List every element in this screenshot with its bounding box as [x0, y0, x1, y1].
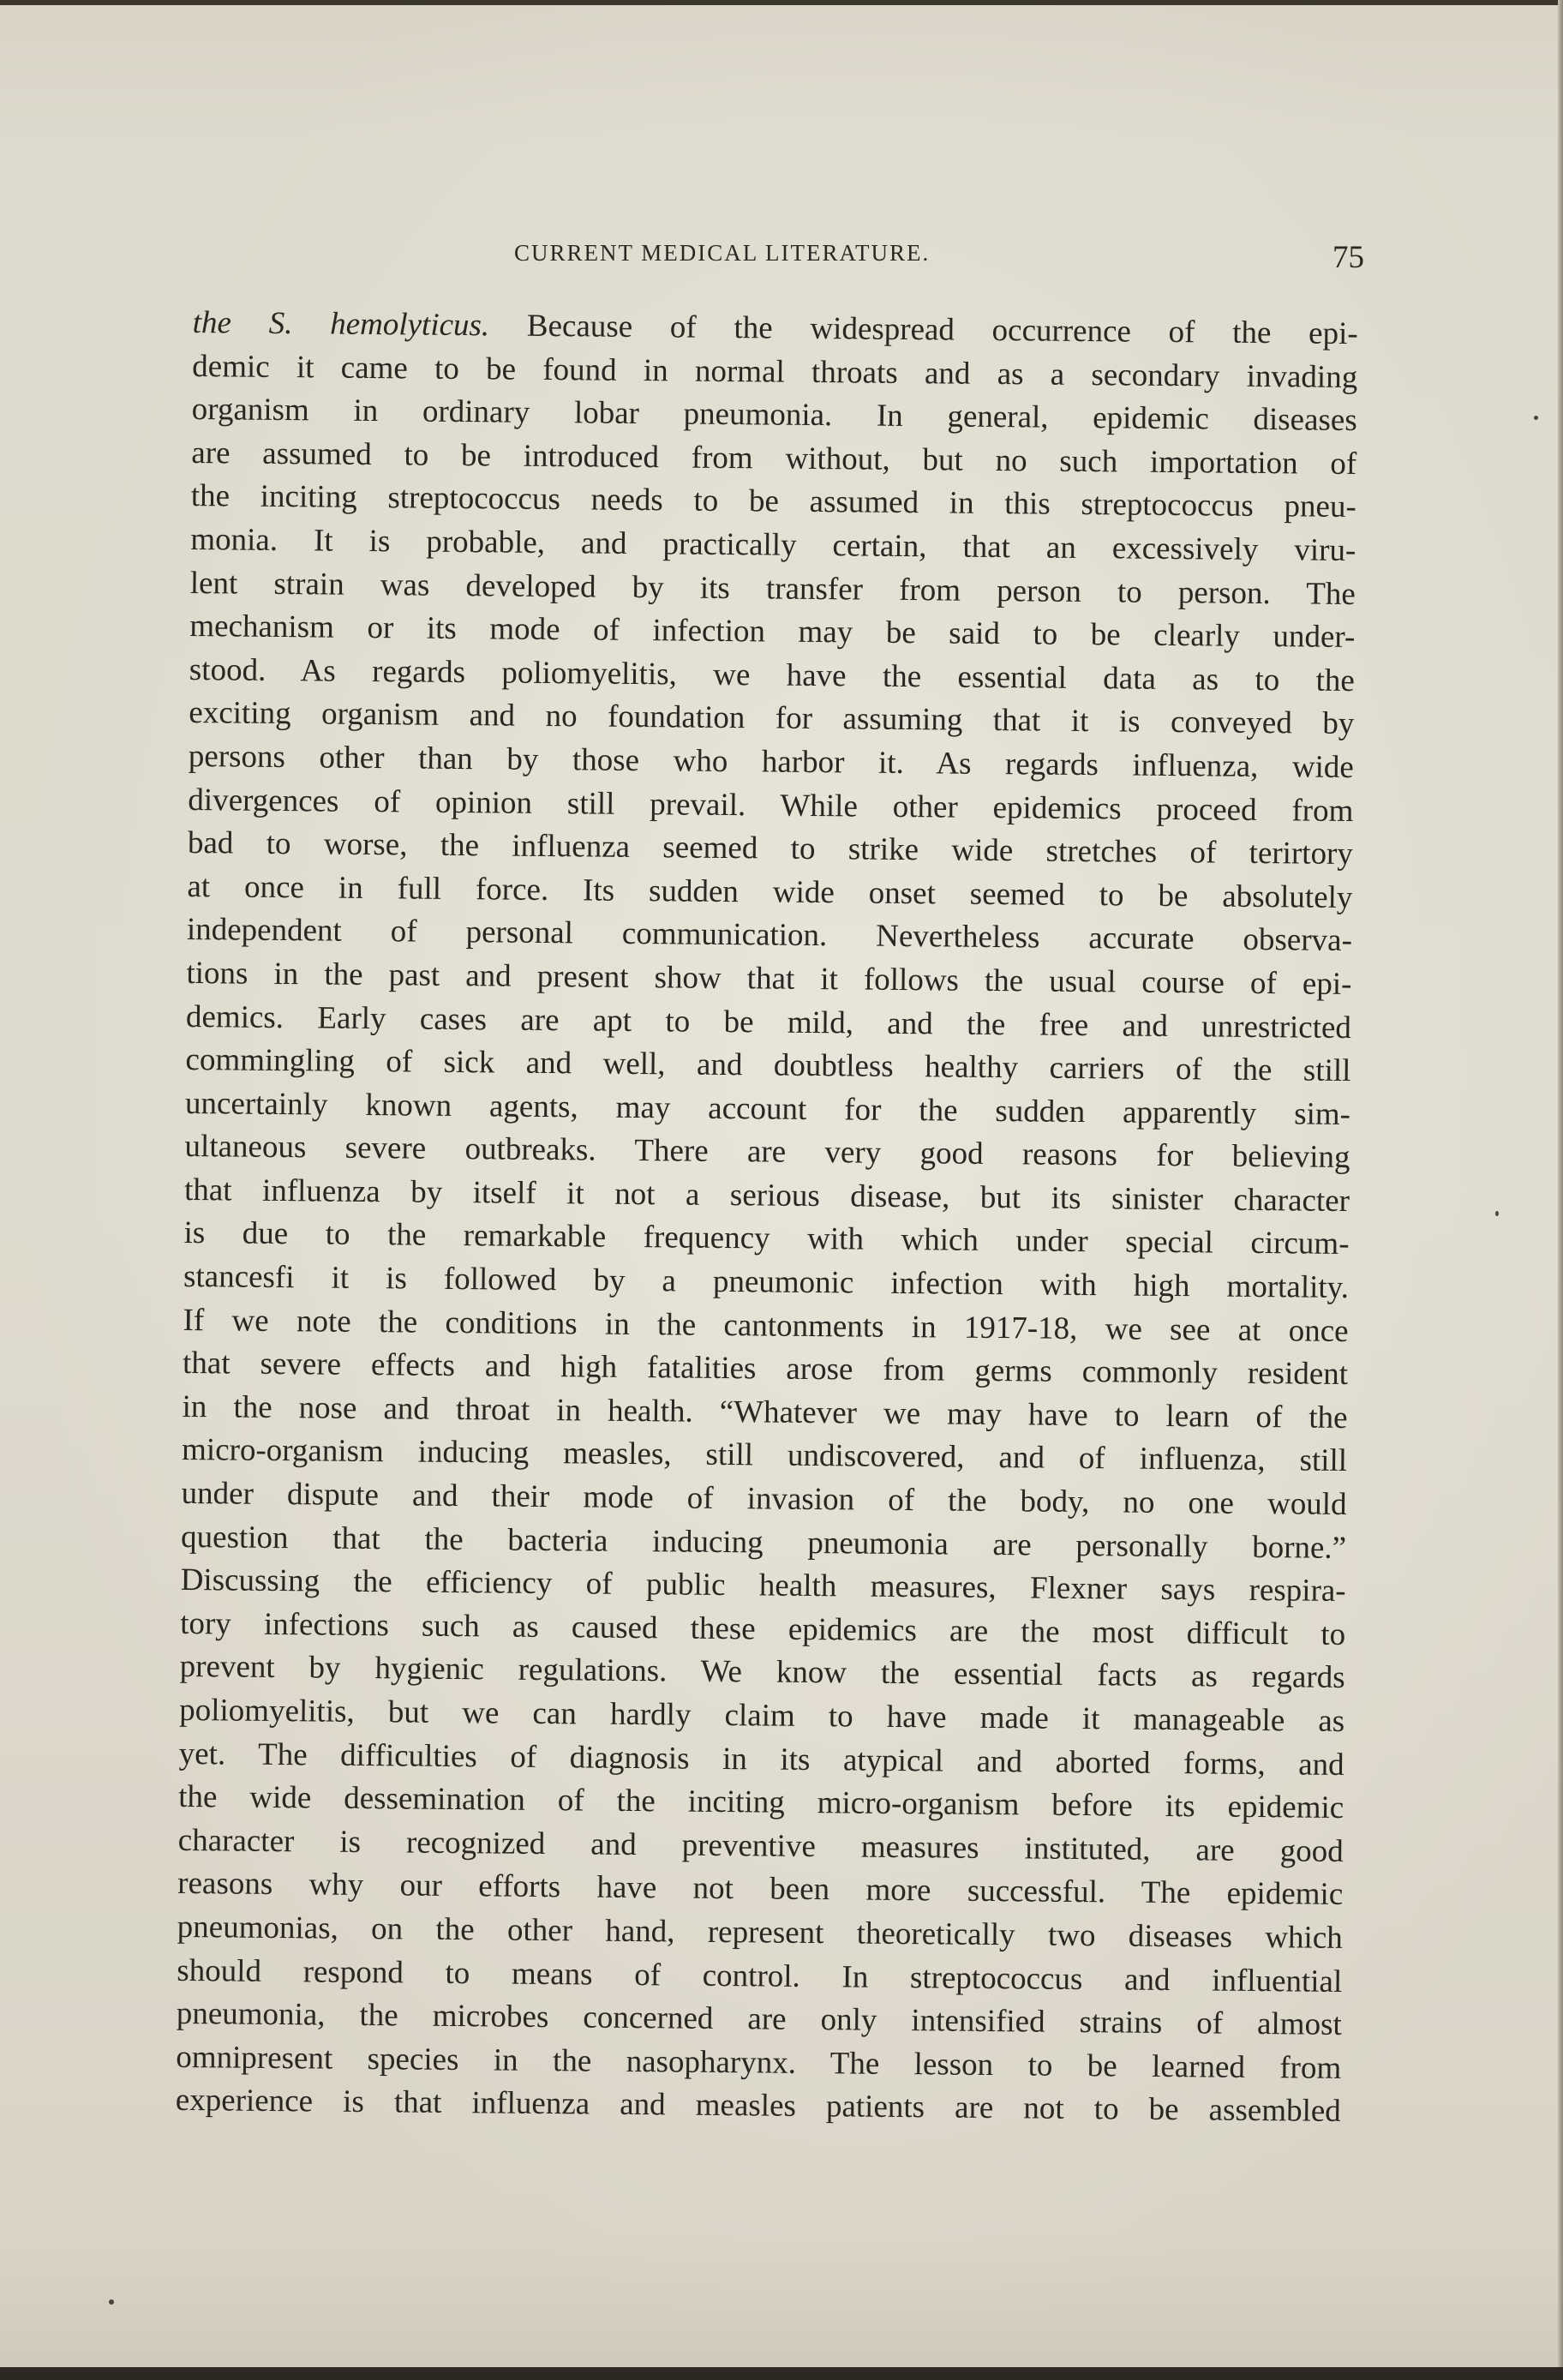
- text-line: lent strain was developed by its transfer from person to person. The: [189, 565, 1356, 612]
- text-line: tions in the past and present show that it follows the usual course of epi-: [186, 955, 1352, 1002]
- text-line: stood. As regards poliomyelitis, we have the essential data as to the: [189, 651, 1356, 698]
- text-line: tory infections such as caused these epidemics are the most difficult to: [179, 1605, 1346, 1652]
- text-line: ultaneous severe outbreaks. There are very good reasons for believing: [184, 1129, 1350, 1176]
- text-line: that influenza by itself it not a serious disease, but its sinister character: [183, 1172, 1350, 1219]
- text-line: demic it came to be found in normal throats and as a secondary invading: [192, 348, 1358, 395]
- page-bottom-shadow: [0, 2367, 1563, 2380]
- text-line: monia. It is probable, and practically certain, that an excessively viru-: [190, 521, 1356, 569]
- text-line: stancesfi it is followed by a pneumonic infection with high mortality.: [183, 1259, 1350, 1306]
- species-name-italic: the S. hemolyticus.: [192, 304, 490, 344]
- text-line: bad to worse, the influenza seemed to strike wide stretches of terirtory: [187, 825, 1354, 872]
- text-line: mechanism or its mode of infection may be said to be clearly under-: [189, 608, 1356, 656]
- text-line: independent of personal communication. Nevertheless accurate observa-: [186, 912, 1353, 959]
- text-line: reasons why our efforts have not been more successful. The epidemic: [177, 1866, 1344, 1913]
- text-line: in the nose and throat in health. “Whatever we may have to learn of the: [182, 1388, 1348, 1436]
- paper-speck: [1534, 416, 1538, 420]
- text-line: character is recognized and preventive measures instituted, are good: [177, 1822, 1344, 1869]
- text-line: should respond to means of control. In streptococcus and influential: [177, 1952, 1343, 1999]
- text-line: the inciting streptococcus needs to be assumed in this streptococcus pneu-: [190, 478, 1356, 525]
- text-line: that severe effects and high fatalities arose from germs commonly resident: [182, 1346, 1349, 1393]
- text-line: demics. Early cases are apt to be mild, and the free and unrestricted: [185, 998, 1352, 1046]
- body-text: [176, 302, 1358, 2134]
- text-line: question that the bacteria inducing pneumonia are personally borne.”: [180, 1519, 1347, 1566]
- text-line: pneumonias, on the other hand, represent theoretically two diseases which: [177, 1909, 1343, 1956]
- text-line: Discussing the efficiency of public health measures, Flexner says respira-: [180, 1562, 1346, 1610]
- text-line: under dispute and their mode of invasion of the body, no one would: [181, 1475, 1347, 1523]
- text-line: commingling of sick and well, and doubtless healthy carriers of the still: [185, 1042, 1351, 1089]
- text-line: exciting organism and no foundation for assuming that it is conveyed by: [189, 695, 1355, 742]
- text-line: divergences of opinion still prevail. While other epidemics proceed from: [188, 782, 1354, 829]
- page-top-shadow: [0, 0, 1563, 5]
- text-line: micro-organism inducing measles, still undiscovered, and of influenza, still: [181, 1432, 1348, 1479]
- text-line: is due to the remarkable frequency with which under special circum-: [183, 1215, 1350, 1262]
- text-line: organism in ordinary lobar pneumonia. In general, epidemic diseases: [191, 392, 1357, 439]
- running-head: CURRENT MEDICAL LITERATURE.: [514, 240, 931, 266]
- paper-speck: [109, 2299, 114, 2305]
- text-line: the wide dessemination of the inciting micro-organism before its epidemic: [178, 1779, 1344, 1826]
- text-line-remainder: Because of the widespread occurrence of the epi-: [488, 308, 1358, 352]
- text-line: omnipresent species in the nasopharynx. The lesson to be learned from: [176, 2039, 1342, 2086]
- text-line: prevent by hygienic regulations. We know the essential facts as regards: [179, 1649, 1345, 1696]
- paper-speck: [1495, 1211, 1499, 1216]
- page-number: 75: [1332, 240, 1364, 275]
- text-line: If we note the conditions in the cantonments in 1917-18, we see at once: [183, 1302, 1349, 1349]
- text-line: yet. The difficulties of diagnosis in its atypical and aborted forms, and: [178, 1736, 1344, 1783]
- text-line: pneumonia, the microbes concerned are only intensified strains of almost: [176, 1996, 1342, 2043]
- text-line: experience is that influenza and measles patients are not to be assembled: [175, 2083, 1341, 2130]
- text-line: uncertainly known agents, may account for the sudden apparently sim-: [184, 1085, 1351, 1132]
- text-line: are assumed to be introduced from without, but no such importation of: [191, 435, 1357, 482]
- text-line: at once in full force. Its sudden wide onset seemed to be absolutely: [187, 868, 1353, 915]
- page-right-edge: [1558, 0, 1563, 2380]
- text-line: poliomyelitis, but we can hardly claim to have made it manageable as: [179, 1692, 1345, 1739]
- text-line: persons other than by those who harbor it. As regards influenza, wide: [188, 738, 1355, 785]
